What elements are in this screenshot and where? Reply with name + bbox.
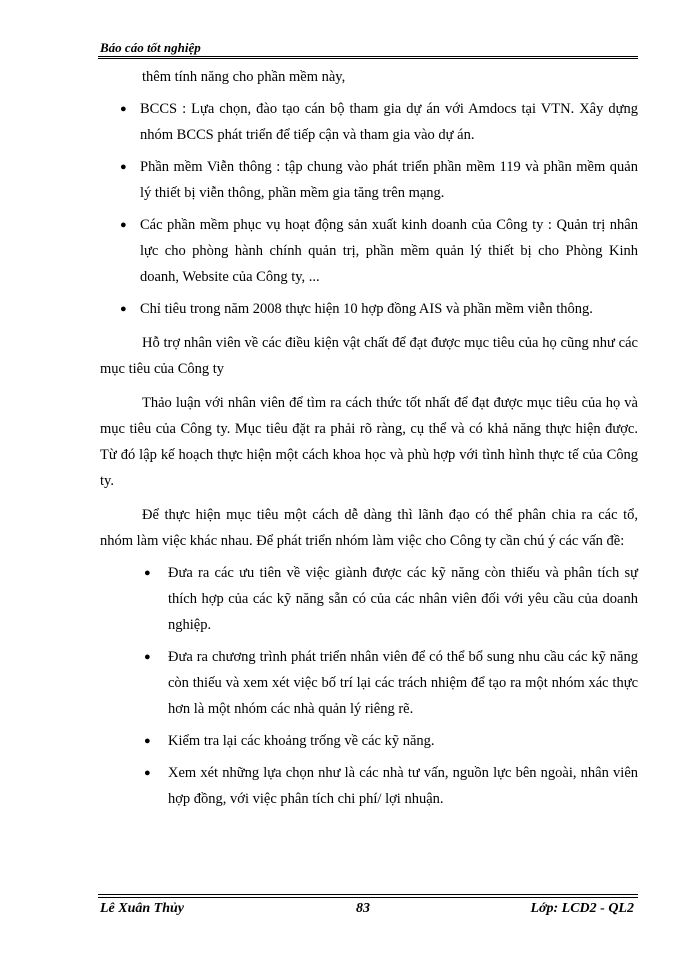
bullet-icon: ● <box>120 303 127 315</box>
header-title: Báo cáo tốt nghiệp <box>100 40 201 55</box>
paragraph: Để thực hiện mục tiêu một cách dễ dàng thì lãnh đạo có thể phân chia ra các tổ, nhóm làm việc khác nhau. Để phát triển nhóm làm việc cho Công ty cần chú ý các vấn đề: <box>100 507 638 549</box>
bullet-icon: ● <box>120 103 127 115</box>
header-rule-second <box>98 58 638 59</box>
bullet-list-top <box>100 96 638 322</box>
bullet-icon: ● <box>120 161 127 173</box>
intro-line: thêm tính năng cho phần mềm này, <box>142 69 346 85</box>
footer-author: Lê Xuân Thủy <box>100 901 185 916</box>
list-item <box>100 760 638 812</box>
bullet-icon: ● <box>144 767 151 779</box>
list-item-text: Các phần mềm phục vụ hoạt động sản xuất kinh doanh của Công ty : Quản trị nhân lực cho phòng hành chính quản trị, phần mềm quản lý thiết bị cho Phòng Kinh doanh, Website của Công ty, ... <box>140 217 638 285</box>
page-number: 83 <box>356 901 370 916</box>
footer-rule-second <box>98 897 638 898</box>
list-item-text: Kiểm tra lại các khoảng trống về các kỹ năng. <box>168 733 435 749</box>
footer-class: Lớp: LCD2 - QL2 <box>530 901 634 916</box>
list-item <box>100 644 638 722</box>
list-item-text: Phần mềm Viễn thông : tập chung vào phát triển phần mềm 119 và phần mềm quản lý thiết bị viễn thông, phần mềm gia tăng trên mạng. <box>140 159 638 201</box>
bullet-list-bottom <box>100 560 638 812</box>
list-item <box>100 212 638 290</box>
list-item <box>100 296 638 322</box>
list-item-text: BCCS : Lựa chọn, đào tạo cán bộ tham gia dự án với Amdocs tại VTN. Xây dựng nhóm BCCS phát triển để tiếp cận và tham gia vào dự án. <box>140 101 638 143</box>
header-rule <box>98 56 638 57</box>
list-item <box>100 560 638 638</box>
list-item <box>100 96 638 148</box>
bullet-icon: ● <box>120 219 127 231</box>
paragraph: Hỗ trợ nhân viên về các điều kiện vật chất để đạt được mục tiêu của họ cũng như các mục tiêu của Công ty <box>100 335 638 377</box>
list-item-text: Đưa ra các ưu tiên về việc giành được các kỹ năng còn thiếu và phân tích sự thích hợp của các kỹ năng sẵn có của các nhân viên đối với yêu cầu của doanh nghiệp. <box>168 565 638 633</box>
footer-rule <box>98 894 638 895</box>
list-item <box>100 728 638 754</box>
list-item <box>100 154 638 206</box>
paragraph: Thảo luận với nhân viên để tìm ra cách thức tốt nhất để đạt được mục tiêu của họ và mục tiêu của Công ty. Mục tiêu đặt ra phải rõ ràng, cụ thể và có khả năng thực hiện được. Từ đó lập kế hoạch thực hiện một cách khoa học và phù hợp với tình hình thực tế của Công ty. <box>100 395 638 489</box>
bullet-icon: ● <box>144 567 151 579</box>
bullet-icon: ● <box>144 651 151 663</box>
document-body <box>100 64 638 818</box>
list-item-text: Xem xét những lựa chọn như là các nhà tư vấn, nguồn lực bên ngoài, nhân viên hợp đồng, với việc phân tích chi phí/ lợi nhuận. <box>168 765 638 807</box>
bullet-icon: ● <box>144 735 151 747</box>
list-item-text: Chỉ tiêu trong năm 2008 thực hiện 10 hợp đồng AIS và phần mềm viễn thông. <box>140 301 593 317</box>
list-item-text: Đưa ra chương trình phát triển nhân viên để có thể bổ sung nhu cầu các kỹ năng còn thiếu và xem xét việc bố trí lại các trách nhiệm để tạo ra một nhóm xác thực hơn là một nhóm các nhà quản lý riêng rẽ. <box>168 649 638 717</box>
